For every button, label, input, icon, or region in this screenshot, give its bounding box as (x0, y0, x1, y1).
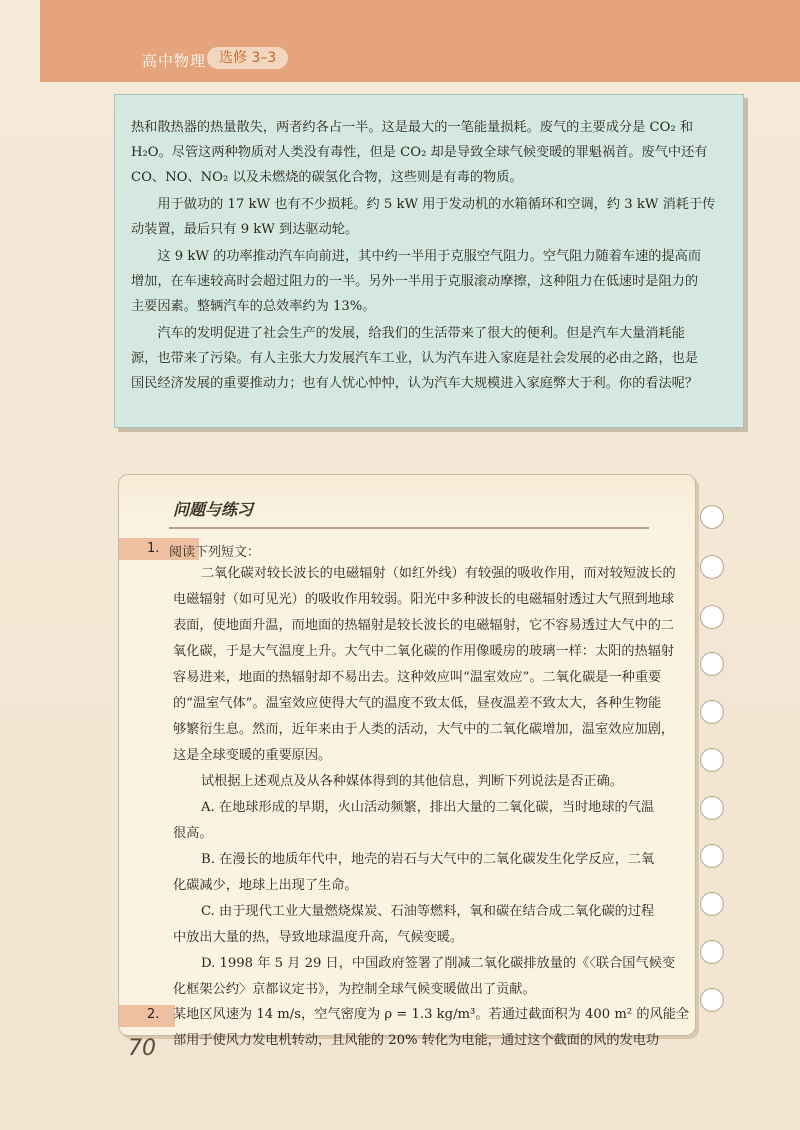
exercise-card (118, 474, 696, 1048)
card-title: 问题与练习 (173, 500, 254, 519)
q2-line: 部用于使风力发电机转动，且风能的 20% 转化为电能，通过这个截面的风的发电功 (173, 1033, 660, 1048)
reading-line: 这 9 kW 的功率推动汽车向前进，其中约一半用于克服空气阻力。空气阻力随着车速的提高而 (157, 249, 702, 264)
reading-line: H₂O。尽管这两种物质对人类没有毒性，但是 CO₂ 却是导致全球气候变暖的罪魁祸首。废气中还有 (131, 145, 708, 160)
q1-line: 电磁辐射（如可见光）的吸收作用较弱。阳光中多种波长的电磁辐射透过大气照到地球 (173, 592, 675, 607)
binder-ring (700, 652, 724, 676)
binder-ring (700, 555, 724, 579)
binder-ring (700, 700, 724, 724)
page-number: 70 (128, 1036, 156, 1061)
q1-line: 容易进来，地面的热辐射却不易出去。这种效应叫“温室效应”。二氧化碳是一种重要 (173, 670, 662, 685)
reading-line: 汽车的发明促进了社会生产的发展，给我们的生活带来了很大的便利。但是汽车大量消耗能 (157, 326, 685, 341)
q1-option-c: 中放出大量的热，导致地球温度升高，气候变暖。 (173, 930, 464, 945)
q1-option-a: 很高。 (173, 826, 213, 841)
q1-option-c: C. 由于现代工业大量燃烧煤炭、石油等燃料，氧和碳在结合成二氧化碳的过程 (201, 904, 655, 919)
reading-line: 源，也带来了污染。有人主张大力发展汽车工业，认为汽车进入家庭是社会发展的必由之路，也是 (131, 351, 699, 366)
q1-line: 这是全球变暖的重要原因。 (173, 748, 332, 763)
q1-line: 试根据上述观点及从各种媒体得到的其他信息，判断下列说法是否正确。 (201, 774, 623, 789)
binder-ring (700, 988, 724, 1012)
reading-box (114, 94, 744, 428)
reading-line: 动装置，最后只有 9 kW 到达驱动轮。 (131, 222, 359, 237)
q1-line: 氧化碳，于是大气温度上升。大气中二氧化碳的作用像暖房的玻璃一样：太阳的热辐射 (173, 644, 675, 659)
binder-ring (700, 748, 724, 772)
title-underline (169, 527, 649, 529)
q1-line: 的“温室气体”。温室效应使得大气的温度不致太低，昼夜温差不致太大，各种生物能 (173, 696, 662, 711)
q1-option-d: D. 1998 年 5 月 29 日，中国政府签署了削减二氧化碳排放量的《〈联合国气候变 (201, 956, 676, 971)
q2-line: 某地区风速为 14 m/s，空气密度为 ρ = 1.3 kg/m³。若通过截面积为 400 m² 的风能全 (173, 1007, 690, 1022)
binder-ring (700, 844, 724, 868)
q1-line: 表面，使地面升温，而地面的热辐射是较长波长的电磁辐射，它不容易透过大气中的二 (173, 618, 675, 633)
q1-option-b: B. 在漫长的地质年代中，地壳的岩石与大气中的二氧化碳发生化学反应，二氧 (201, 852, 655, 867)
q1-option-d: 化框架公约〉京都议定书》，为控制全球气候变暖做出了贡献。 (173, 982, 536, 997)
book-title: 高中物理 (142, 52, 207, 70)
question-number: 2. (147, 1007, 160, 1022)
binder-ring (700, 605, 724, 629)
question-intro: 阅读下列短文： (169, 545, 261, 560)
volume-pill: 选修 3–3 (207, 47, 288, 69)
binder-ring (700, 940, 724, 964)
binder-ring (700, 505, 724, 529)
q1-option-a: A. 在地球形成的早期，火山活动频繁，排出大量的二氧化碳，当时地球的气温 (201, 800, 655, 815)
binder-ring (700, 796, 724, 820)
q1-option-b: 化碳减少，地球上出现了生命。 (173, 878, 358, 893)
reading-line: CO、NO、NO₂ 以及未燃烧的碳氢化合物，这些则是有毒的物质。 (131, 170, 523, 185)
reading-line: 国民经济发展的重要推动力；也有人忧心忡忡，认为汽车大规模进入家庭弊大于利。你的看法呢？ (131, 376, 699, 391)
reading-line: 主要因素。整辆汽车的总效率约为 13%。 (131, 299, 376, 314)
q1-line: 二氧化碳对较长波长的电磁辐射（如红外线）有较强的吸收作用，而对较短波长的 (201, 566, 676, 581)
reading-line: 用于做功的 17 kW 也有不少损耗。约 5 kW 用于发动机的水箱循环和空调，约 3 kW 消耗于传 (157, 197, 716, 212)
q1-line: 够繁衍生息。然而，近年来由于人类的活动，大气中的二氧化碳增加，温室效应加剧， (173, 722, 675, 737)
reading-line: 增加，在车速较高时会超过阻力的一半。另外一半用于克服滚动摩擦，这种阻力在低速时是阻力的 (131, 274, 699, 289)
binder-ring (700, 892, 724, 916)
question-number: 1. (147, 541, 160, 556)
reading-line: 热和散热器的热量散失，两者约各占一半。这是最大的一笔能量损耗。废气的主要成分是 CO₂ 和 (131, 120, 694, 135)
